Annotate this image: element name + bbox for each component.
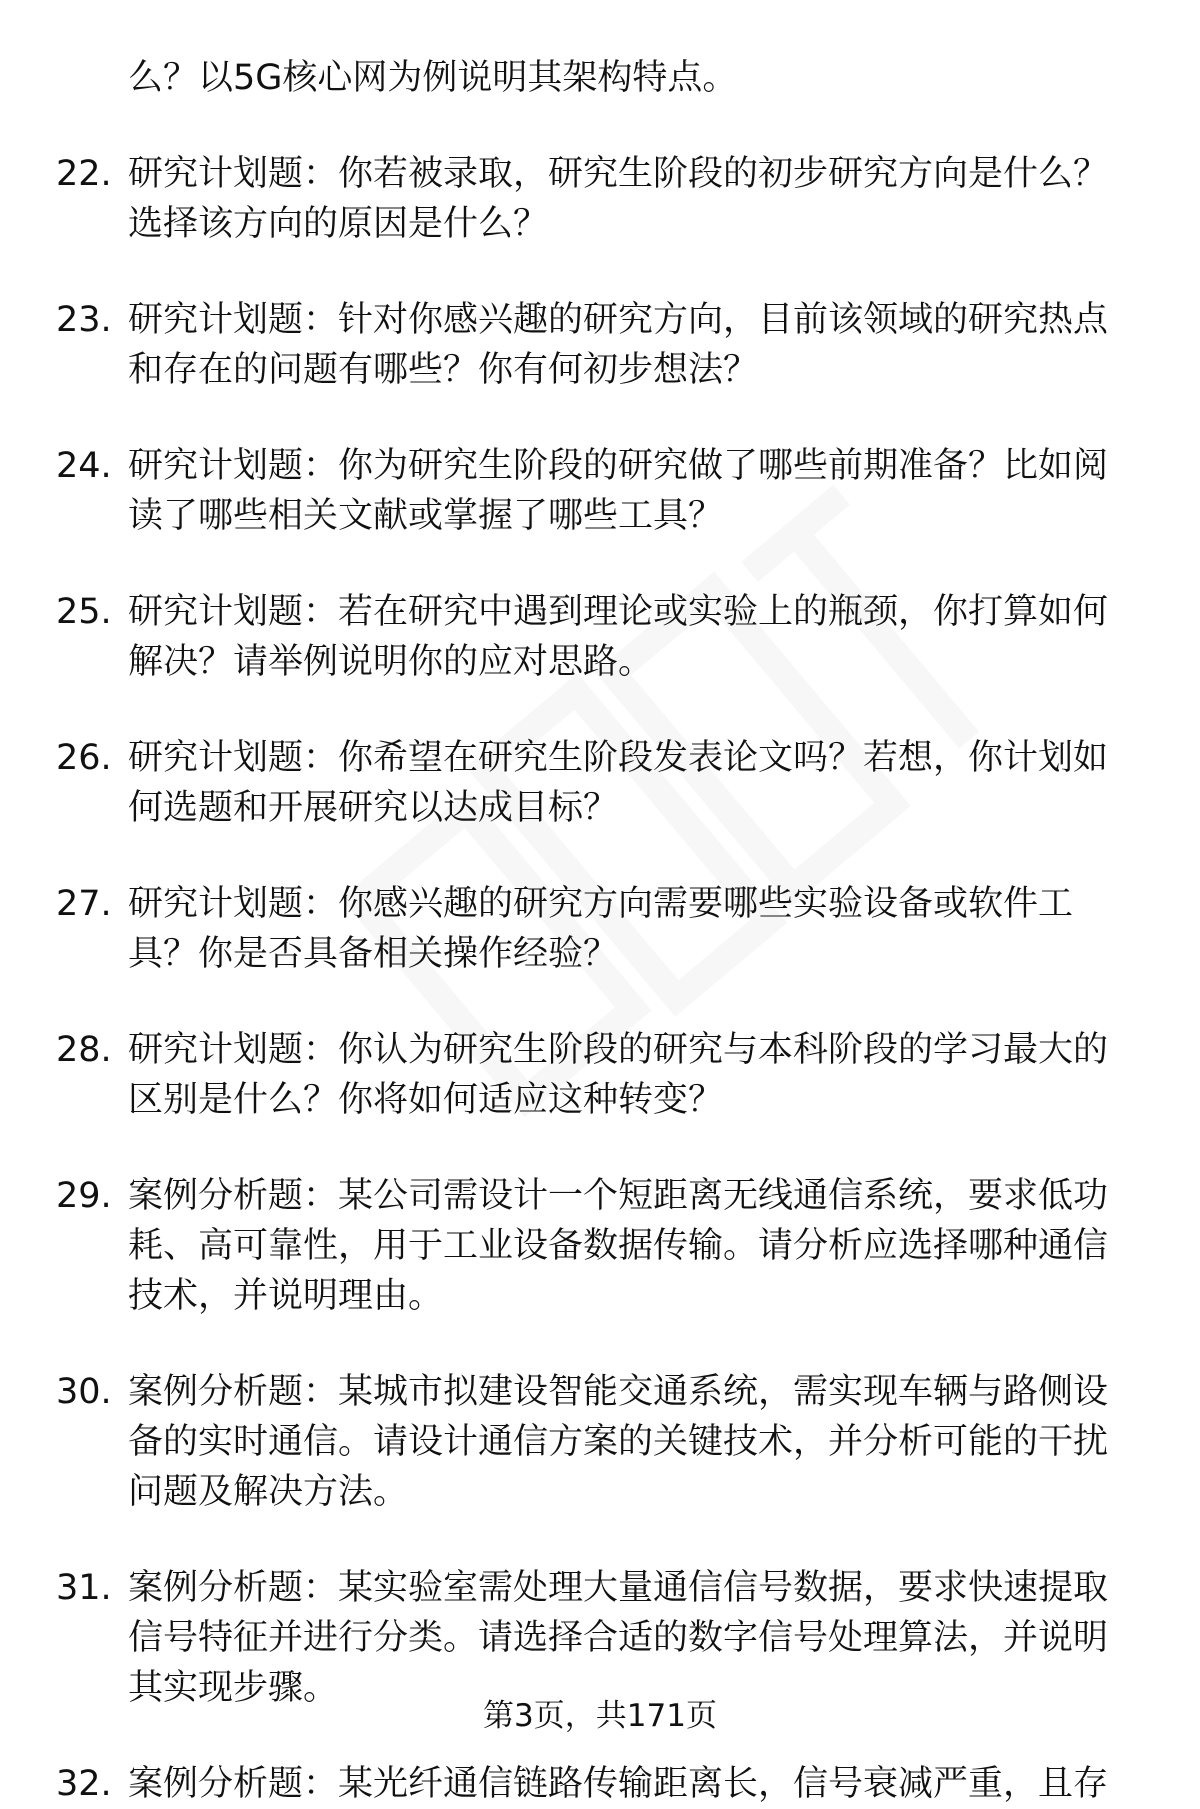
text-line: 解决？请举例说明你的应对思路。 xyxy=(128,642,654,682)
text-line: 信号特征并进行分类。请选择合适的数字信号处理算法，并说明 xyxy=(128,1618,1109,1658)
text-line: 案例分析题：某城市拟建设智能交通系统，需实现车辆与路侧设 xyxy=(128,1372,1109,1412)
question-text xyxy=(128,1171,1140,1321)
question-text xyxy=(128,295,1140,395)
text-line: 和存在的问题有哪些？你有何初步想法？ xyxy=(128,350,759,390)
question-text xyxy=(128,879,1140,979)
question-number: 30. xyxy=(56,1372,112,1412)
text-line: 研究计划题：你为研究生阶段的研究做了哪些前期准备？比如阅 xyxy=(128,446,1109,486)
text-line: 研究计划题：你希望在研究生阶段发表论文吗？若想，你计划如 xyxy=(128,738,1109,778)
question-text xyxy=(128,1563,1140,1713)
text-line: 么？以5G核心网为例说明其架构特点。 xyxy=(128,58,738,98)
text-line: 案例分析题：某光纤通信链路传输距离长，信号衰减严重，且存 xyxy=(128,1764,1109,1804)
text-line: 读了哪些相关文献或掌握了哪些工具？ xyxy=(128,496,724,536)
question-text xyxy=(128,1025,1140,1125)
text-line: 案例分析题：某公司需设计一个短距离无线通信系统，要求低功 xyxy=(128,1176,1109,1216)
text-line: 研究计划题：你感兴趣的研究方向需要哪些实验设备或软件工 xyxy=(128,884,1074,924)
question-text xyxy=(128,1367,1140,1517)
question-text xyxy=(128,733,1140,833)
text-line: 研究计划题：你若被录取，研究生阶段的初步研究方向是什么？ xyxy=(128,154,1109,194)
text-line: 问题及解决方法。 xyxy=(128,1472,409,1512)
question-text xyxy=(128,441,1140,541)
question-number: 29. xyxy=(56,1176,112,1216)
text-line: 研究计划题：针对你感兴趣的研究方向，目前该领域的研究热点 xyxy=(128,300,1109,340)
question-text xyxy=(128,149,1140,249)
text-line: 区别是什么？你将如何适应这种转变？ xyxy=(128,1080,724,1120)
text-line: 技术，并说明理由。 xyxy=(128,1276,444,1316)
question-number: 32. xyxy=(56,1764,112,1804)
page-number-footer: 第3页，共171页 xyxy=(483,1698,717,1734)
question-number: 22. xyxy=(56,154,112,194)
question-number: 26. xyxy=(56,738,112,778)
text-line: 备的实时通信。请设计通信方案的关键技术，并分析可能的干扰 xyxy=(128,1422,1109,1462)
text-line: 案例分析题：某实验室需处理大量通信信号数据，要求快速提取 xyxy=(128,1568,1109,1608)
text-line: 其实现步骤。 xyxy=(128,1668,339,1708)
question-text xyxy=(128,53,1140,103)
question-number: 24. xyxy=(56,446,112,486)
question-number: 31. xyxy=(56,1568,112,1608)
question-number: 28. xyxy=(56,1030,112,1070)
question-number: 27. xyxy=(56,884,112,924)
text-line: 耗、高可靠性，用于工业设备数据传输。请分析应选择哪种通信 xyxy=(128,1226,1109,1266)
text-line: 何选题和开展研究以达成目标？ xyxy=(128,788,619,828)
question-text xyxy=(128,587,1140,687)
text-line: 选择该方向的原因是什么？ xyxy=(128,204,549,244)
question-number: 25. xyxy=(56,592,112,632)
question-number: 23. xyxy=(56,300,112,340)
text-line: 研究计划题：若在研究中遇到理论或实验上的瓶颈，你打算如何 xyxy=(128,592,1109,632)
text-line: 研究计划题：你认为研究生阶段的研究与本科阶段的学习最大的 xyxy=(128,1030,1109,1070)
text-line: 具？你是否具备相关操作经验？ xyxy=(128,934,619,974)
question-text xyxy=(128,1759,1140,1809)
